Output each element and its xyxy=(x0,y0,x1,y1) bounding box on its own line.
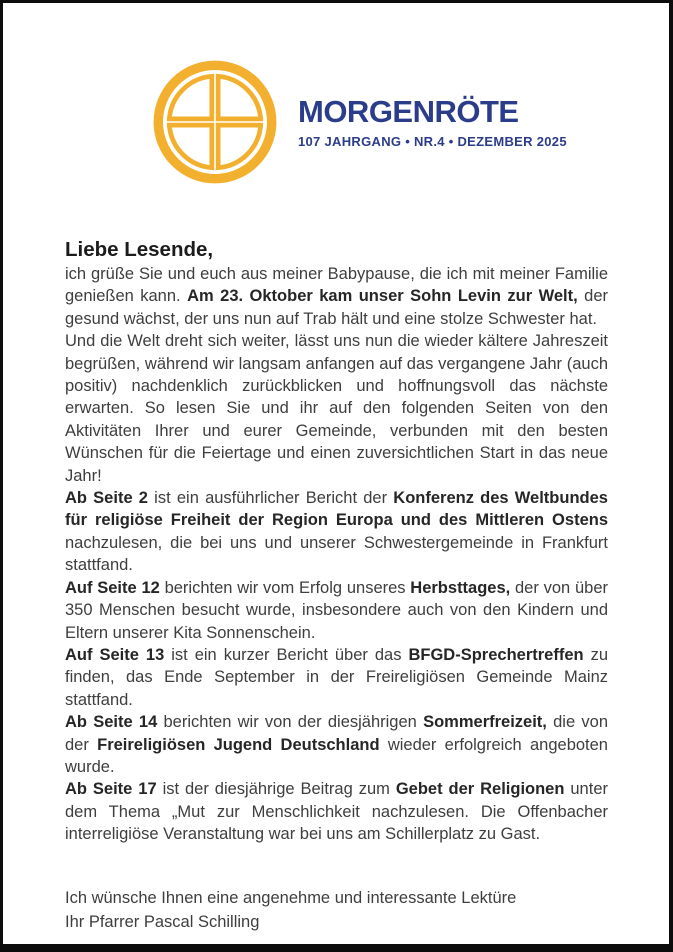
bold-text-run: Auf Seite 12 xyxy=(65,578,160,597)
bold-text-run: Sommerfreizeit, xyxy=(423,713,547,732)
signature-line: Ihr Pfarrer Pascal Schilling xyxy=(65,912,260,931)
bold-text-run: Konferenz des Weltbundes für religiöse Freiheit der Region Europa und des Mittleren Ostens xyxy=(65,489,608,530)
text-run: unter dem Thema „Mut zur Menschlichkeit nachzulesen. Die Offenbacher interreligiöse Veranstaltung war bei uns am Schillerplatz zu Gast. xyxy=(65,780,608,844)
masthead-text xyxy=(298,95,567,149)
text-run: berichten wir vom Erfolg unseres xyxy=(159,578,411,597)
text-run: der gesund wächst, der uns nun auf Trab hält und eine stolze Schwester hat. xyxy=(65,287,609,328)
bold-text-run: Am 23. Oktober kam unser Sohn Levin zur Welt, xyxy=(187,287,578,306)
closing-block xyxy=(65,886,608,934)
salutation: Liebe Lesende, xyxy=(65,238,214,261)
letter-paragraph xyxy=(65,263,608,330)
text-run: nachzulesen, die bei uns und unserer Schwestergemeinde in Frankfurt stattfand. xyxy=(65,533,608,575)
newsletter-title: MORGENRÖTE xyxy=(298,94,519,129)
text-run: ist ein ausführlicher Bericht der xyxy=(147,489,394,508)
bold-text-run: Gebet der Religionen xyxy=(395,780,565,799)
text-run: ich grüße Sie und euch aus meiner Babypause, die ich mit meiner Familie genießen kann. xyxy=(65,265,608,306)
text-run: wieder erfolgreich angeboten wurde. xyxy=(65,735,608,776)
letter-paragraph xyxy=(65,644,608,711)
text-run: berichten wir von der diesjährigen xyxy=(157,713,424,732)
text-run: ist ein kurzer Bericht über das xyxy=(164,645,409,664)
newsletter-issue-line: 107 JAHRGANG • NR.4 • DEZEMBER 2025 xyxy=(298,134,567,149)
masthead xyxy=(3,3,669,198)
letter-paragraph xyxy=(65,778,608,845)
closing-line: Ich wünsche Ihnen eine angenehme und interessante Lektüre xyxy=(65,888,517,907)
letter-paragraphs xyxy=(65,263,608,846)
text-run: zu finden, das Ende September in der Freireligiösen Gemeinde Mainz stattfand. xyxy=(65,645,609,709)
letter xyxy=(65,236,608,934)
bold-text-run: Auf Seite 13 xyxy=(65,645,165,664)
text-run: ist der diesjährige Beitrag zum xyxy=(156,780,396,799)
bold-text-run: Ab Seite 2 xyxy=(65,489,148,508)
letter-paragraph xyxy=(65,330,608,487)
text-run: der von über 350 Menschen besucht wurde, insbesondere auch von den Kindern und Eltern unserer Kita Sonnenschein. xyxy=(65,578,609,642)
letter-paragraph xyxy=(65,487,608,577)
sun-cross-logo xyxy=(152,59,278,185)
bold-text-run: Ab Seite 17 xyxy=(65,780,157,799)
bold-text-run: BFGD-Sprechertreffen xyxy=(408,645,584,664)
bold-text-run: Herbsttages, xyxy=(410,578,511,597)
text-run: Und die Welt dreht sich weiter, lässt uns nun die wieder kältere Jahreszeit begrüßen, während wir langsam anfangen auf das vergangene Jahr (auch positiv) nachdenklich zurückblicken und hoffnungsvoll das nächste erwarten. So lesen Sie und ihr auf den folgenden Seiten von den Aktivitäten Ihrer und eurer Gemeinde, verbunden mit den besten Wünschen für die Feiertage und einen zuversichtlichen Start in das neue Jahr! xyxy=(65,332,608,485)
letter-paragraph xyxy=(65,711,608,778)
text-run: die von der xyxy=(65,713,608,754)
letter-paragraph xyxy=(65,577,608,644)
bold-text-run: Ab Seite 14 xyxy=(65,713,158,732)
bold-text-run: Freireligiösen Jugend Deutschland xyxy=(97,735,380,754)
